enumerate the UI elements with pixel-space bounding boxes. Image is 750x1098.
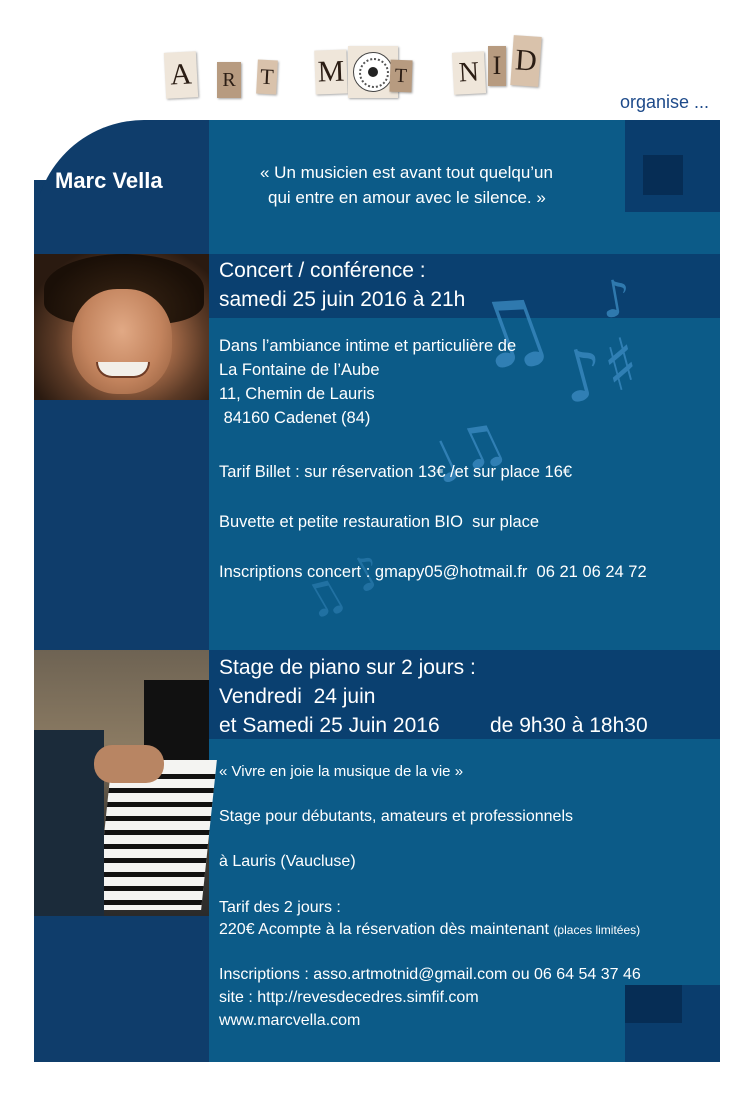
venue-line: 84160 Cadenet (84) xyxy=(219,409,371,427)
pianist-hand xyxy=(94,745,164,783)
stage-hours: de 9h30 à 18h30 xyxy=(490,714,648,737)
stage-inscriptions: Inscriptions : asso.artmotnid@gmail.com ou 06 64 54 37 46 xyxy=(219,966,641,983)
logo-tile: D xyxy=(510,35,541,87)
concert-date: samedi 25 juin 2016 à 21h xyxy=(219,288,466,311)
concert-title: Concert / conférence : xyxy=(219,259,426,282)
logo-tile: M xyxy=(314,49,348,94)
concert-venue xyxy=(219,334,516,430)
stage-tarif-value: 220€ Acompte à la réservation dès maintenant xyxy=(219,921,549,938)
stage-audience: Stage pour débutants, amateurs et professionnels xyxy=(219,808,573,825)
portrait-photo xyxy=(34,254,209,400)
logo-tile: A xyxy=(164,51,198,99)
stage-tarif-note: (places limitées) xyxy=(553,923,641,937)
organise-tagline: organise ... xyxy=(620,92,710,112)
stage-site: site : http://revesdecedres.simfif.com xyxy=(219,989,479,1006)
music-notes-icon: ♪ xyxy=(595,267,637,331)
concert-buvette: Buvette et petite restauration BIO sur place xyxy=(219,513,540,531)
logo-tile: I xyxy=(488,46,506,86)
logo-tile: R xyxy=(217,62,241,98)
stage-tarif xyxy=(219,918,640,942)
logo-tile: N xyxy=(452,51,486,95)
music-notes-icon: ♫ xyxy=(454,269,567,396)
music-notes-icon: ♩♫ xyxy=(419,406,517,499)
concert-tarif: Tarif Billet : sur réservation 13€ /et sur place 16€ xyxy=(219,463,573,481)
quote-line: « Un musicien est avant tout quelqu’un xyxy=(260,163,553,182)
music-notes-icon: ♪♯ xyxy=(550,321,648,421)
logo-tile: T xyxy=(389,60,412,93)
quote-line: qui entre en amour avec le silence. » xyxy=(268,188,546,207)
piano-photo xyxy=(34,650,209,916)
venue-line: La Fontaine de l’Aube xyxy=(219,361,380,379)
venue-line: Dans l’ambiance intime et particulière de xyxy=(219,337,517,355)
concert-inscriptions: Inscriptions concert : gmapy05@hotmail.fr 06 21 06 24 72 xyxy=(219,563,647,581)
portrait-face xyxy=(72,289,172,394)
portrait-smile xyxy=(96,362,150,378)
music-notes-icon: ♫ ♪ xyxy=(292,542,394,632)
stage-motto: « Vivre en joie la musique de la vie » xyxy=(219,763,464,780)
quote xyxy=(260,160,553,210)
stage-web: www.marcvella.com xyxy=(219,1012,361,1029)
stage-place: à Lauris (Vaucluse) xyxy=(219,853,356,870)
decor-square xyxy=(643,155,683,195)
flower-icon xyxy=(353,52,393,92)
venue-line: 11, Chemin de Lauris xyxy=(219,385,375,403)
decor-square xyxy=(625,985,682,1023)
logo-tile: T xyxy=(256,59,278,94)
stage-tarif-label: Tarif des 2 jours : xyxy=(219,899,341,916)
stage-date-2: et Samedi 25 Juin 2016 xyxy=(219,714,440,737)
stage-title: Stage de piano sur 2 jours : xyxy=(219,656,476,679)
stage-date-1: Vendredi 24 juin xyxy=(219,685,376,708)
performer-name: Marc Vella xyxy=(55,168,163,193)
